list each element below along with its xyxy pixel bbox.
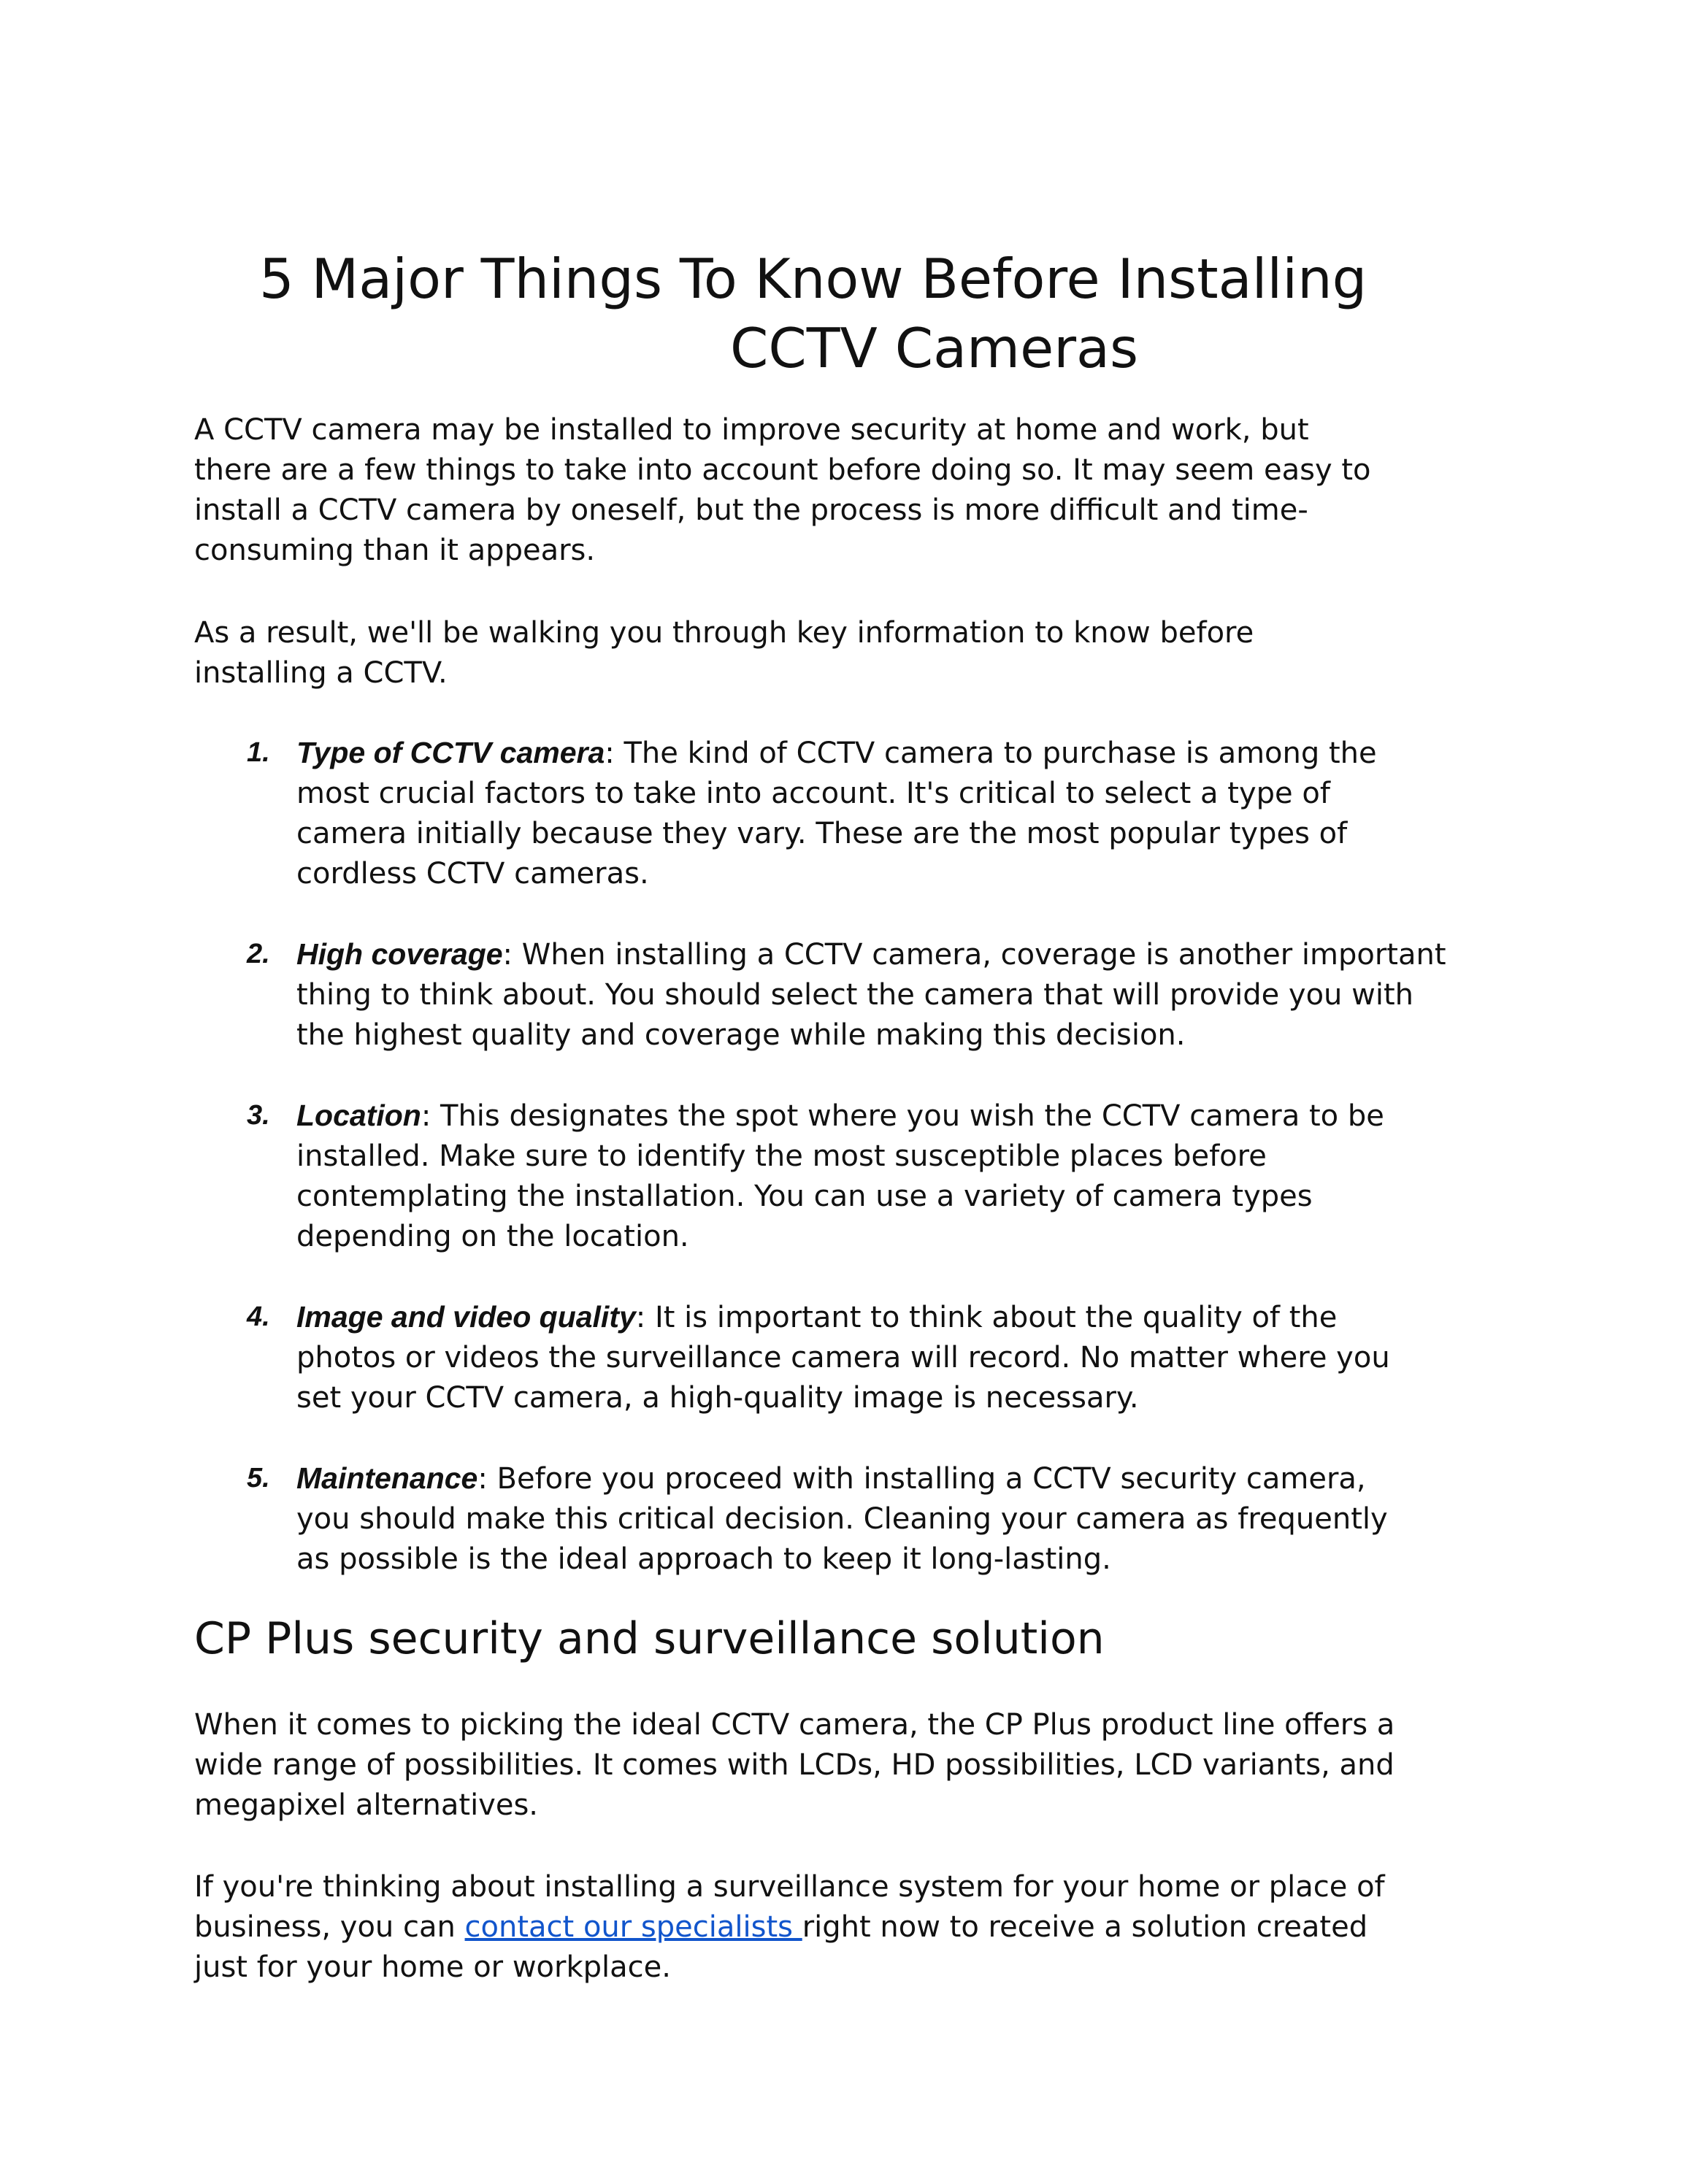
text-line: : Before you proceed with installing a CCTV security camera, [477, 1462, 1366, 1496]
list-term: Maintenance [296, 1461, 478, 1495]
text-line: you should make this critical decision. Cleaning your camera as frequently [296, 1502, 1388, 1536]
text-line: set your CCTV camera, a high-quality image is necessary. [296, 1381, 1139, 1415]
text-line: : The kind of CCTV camera to purchase is among the [605, 737, 1377, 770]
list-item [194, 1458, 1581, 1580]
text-line: camera initially because they vary. These are the most popular types of [296, 817, 1348, 850]
text-line: wide range of possibilities. It comes with LCDs, HD possibilities, LCD variants, and [194, 1748, 1394, 1782]
text-line: business, you can [194, 1910, 465, 1944]
text-line: installed. Make sure to identify the most susceptible places before [296, 1139, 1267, 1173]
list-term: Image and video quality [296, 1300, 636, 1334]
text-line: cordless CCTV cameras. [296, 857, 649, 891]
title-line-1: 5 Major Things To Know Before Installing [259, 247, 1367, 311]
list-item [194, 733, 1581, 894]
text-line: most crucial factors to take into account. It's critical to select a type of [296, 777, 1330, 810]
text-line: megapixel alternatives. [194, 1788, 539, 1822]
section-paragraph-1 [194, 1705, 1516, 1826]
things-to-know-list [194, 733, 1581, 1620]
list-item [194, 934, 1581, 1056]
list-number: 3. [247, 1100, 270, 1131]
list-term: Type of CCTV camera [296, 736, 605, 769]
text-line: As a result, we'll be walking you through key information to know before [194, 616, 1254, 650]
text-line: contemplating the installation. You can use a variety of camera types [296, 1180, 1313, 1213]
text-line: depending on the location. [296, 1220, 689, 1253]
text-line: the highest quality and coverage while making this decision. [296, 1018, 1186, 1052]
section-paragraph-2 [194, 1867, 1516, 1988]
text-line: as possible is the ideal approach to keep it long-lasting. [296, 1542, 1111, 1576]
text-line: there are a few things to take into account before doing so. It may seem easy to [194, 453, 1371, 487]
text-line: installing a CCTV. [194, 656, 448, 690]
title-line-2: CCTV Cameras [730, 316, 1139, 380]
text-line: : When installing a CCTV camera, coverage is another important [502, 938, 1446, 972]
text-line: thing to think about. You should select the camera that will provide you with [296, 978, 1413, 1012]
list-number: 5. [247, 1463, 270, 1493]
list-term: Location [296, 1099, 421, 1132]
text-line: photos or videos the surveillance camera will record. No matter where you [296, 1341, 1390, 1374]
section-heading: CP Plus security and surveillance solution [194, 1613, 1105, 1664]
list-number: 2. [247, 939, 270, 969]
text-line: consuming than it appears. [194, 534, 596, 567]
page-title [190, 245, 1504, 383]
contact-specialists-link[interactable]: contact our specialists [464, 1910, 802, 1944]
text-line: When it comes to picking the ideal CCTV camera, the CP Plus product line offers a [194, 1708, 1395, 1742]
list-item [194, 1297, 1581, 1418]
intro-paragraph-2 [194, 613, 1516, 693]
list-term: High coverage [296, 937, 503, 971]
text-line: right now to receive a solution created [802, 1910, 1368, 1944]
text-line: If you're thinking about installing a surveillance system for your home or place of [194, 1870, 1385, 1904]
text-line: : This designates the spot where you wish the CCTV camera to be [421, 1099, 1384, 1133]
list-item [194, 1096, 1581, 1257]
list-number: 1. [247, 737, 270, 768]
list-number: 4. [247, 1301, 270, 1332]
text-line: : It is important to think about the quality of the [635, 1301, 1338, 1334]
intro-paragraph-1 [194, 410, 1516, 571]
text-line: just for your home or workplace. [194, 1950, 671, 1984]
text-line: A CCTV camera may be installed to improve security at home and work, but [194, 413, 1309, 447]
text-line: install a CCTV camera by oneself, but the process is more difficult and time- [194, 493, 1308, 527]
